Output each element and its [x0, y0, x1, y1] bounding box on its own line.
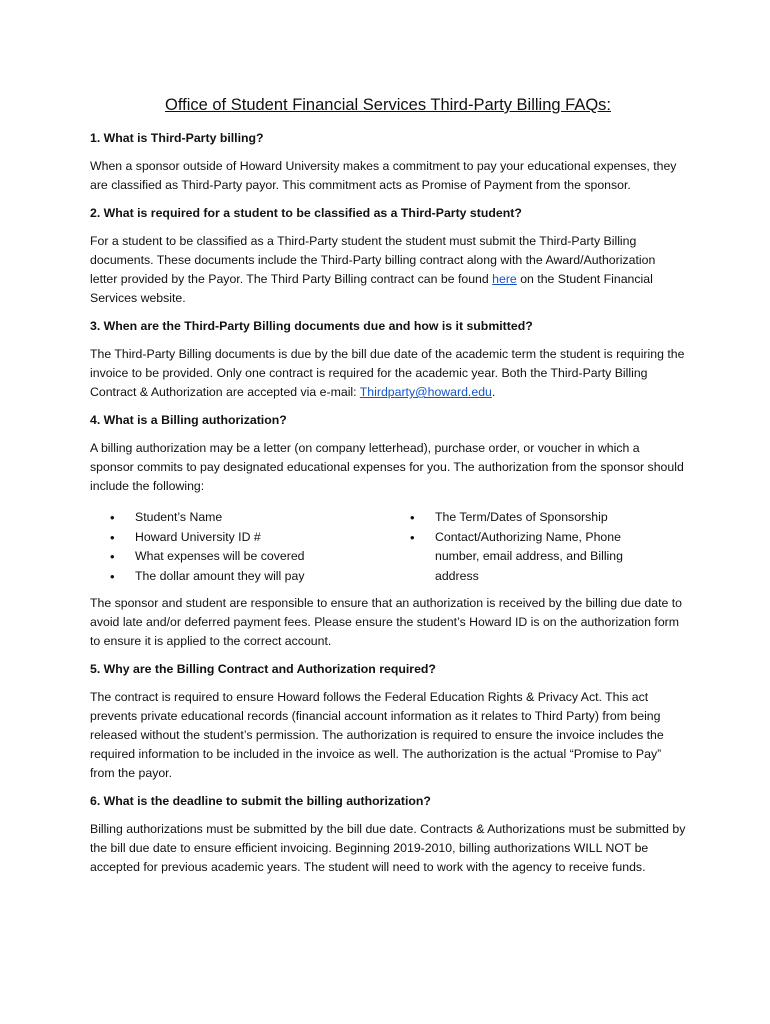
- list-item: • What expenses will be covered: [110, 547, 410, 567]
- list-item: • The Term/Dates of Sponsorship: [410, 508, 650, 528]
- document-title: Office of Student Financial Services Third-Party Billing FAQs:: [165, 96, 611, 114]
- question-3: 3. When are the Third-Party Billing documents due and how is it submitted?: [90, 319, 533, 333]
- faq-section-5: [90, 660, 686, 783]
- answer-3: [90, 345, 686, 402]
- list-item: • Howard University ID #: [110, 528, 410, 548]
- question-6: 6. What is the deadline to submit the billing authorization?: [90, 794, 431, 808]
- answer-3-text: The Third-Party Billing documents is due by the bill due date of the academic term the student is requiring the invoice to be provided. Only one contract is required for the academic year. Both the Third-Party Billing Contract & Authorization are accepted via e-mail:: [90, 347, 685, 399]
- answer-5: The contract is required to ensure Howard follows the Federal Education Rights & Privacy Act. This act prevents private educational records (financial account information as it relates to Third Party) from being released without the student’s permission. The authorization is required to ensure the invoice includes the required information to be included in the invoice as well. The authorization is the actual “Promise to Pay” from the payor.: [90, 690, 664, 780]
- bullet-list-right: [410, 508, 650, 586]
- question-1: 1. What is Third-Party billing?: [90, 131, 264, 145]
- faq-section-1: [90, 129, 686, 195]
- answer-2: [90, 232, 686, 308]
- answer-6: Billing authorizations must be submitted by the bill due date. Contracts & Authorizations must be submitted by the bill due date to ensure efficient invoicing. Beginning 2019-2010, billing authorizations WILL NOT be accepted for previous academic years. The student will need to work with the agency to receive funds.: [90, 822, 686, 874]
- question-4: 4. What is a Billing authorization?: [90, 413, 287, 427]
- question-5: 5. Why are the Billing Contract and Authorization required?: [90, 662, 436, 676]
- answer-2-text: For a student to be classified as a Third-Party student the student must submit the Third-Party Billing documents. These documents include the Third-Party billing contract along with the Award/Authorization letter provided by the Payor. The Third Party Billing contract can be found: [90, 234, 656, 286]
- email-link[interactable]: Thirdparty@howard.edu: [359, 385, 492, 399]
- answer-3-text-end: .: [491, 385, 496, 399]
- answer-4: A billing authorization may be a letter (on company letterhead), purchase order, or voucher in which a sponsor commits to pay designated educational expenses for you. The authorization from the sponsor should include the following:: [90, 441, 684, 493]
- authorization-requirements-list: [90, 508, 686, 586]
- question-2: 2. What is required for a student to be classified as a Third-Party student?: [90, 206, 522, 220]
- list-item: • The dollar amount they will pay: [110, 567, 410, 587]
- answer-4-followup: The sponsor and student are responsible to ensure that an authorization is received by the billing due date to avoid late and/or deferred payment fees. Please ensure the student’s Howard ID is on the authorization form to ensure it is applied to the correct account.: [90, 596, 682, 648]
- faq-section-3: [90, 317, 686, 402]
- answer-1: When a sponsor outside of Howard University makes a commitment to pay your educational expenses, they are classified as Third-Party payor. This commitment acts as Promise of Payment from the sponsor.: [90, 159, 677, 192]
- faq-section-6: [90, 792, 686, 877]
- answer-2-text-end: on the Student Financial Services website.: [90, 272, 653, 305]
- bullet-list-left: [90, 508, 410, 586]
- contract-here-link[interactable]: here: [492, 272, 517, 286]
- faq-document: [90, 94, 686, 886]
- faq-section-4: [90, 411, 686, 651]
- faq-section-2: [90, 204, 686, 308]
- list-item: • Contact/Authorizing Name, Phone number, email address, and Billing address: [410, 528, 650, 587]
- list-item: • Student’s Name: [110, 508, 410, 528]
